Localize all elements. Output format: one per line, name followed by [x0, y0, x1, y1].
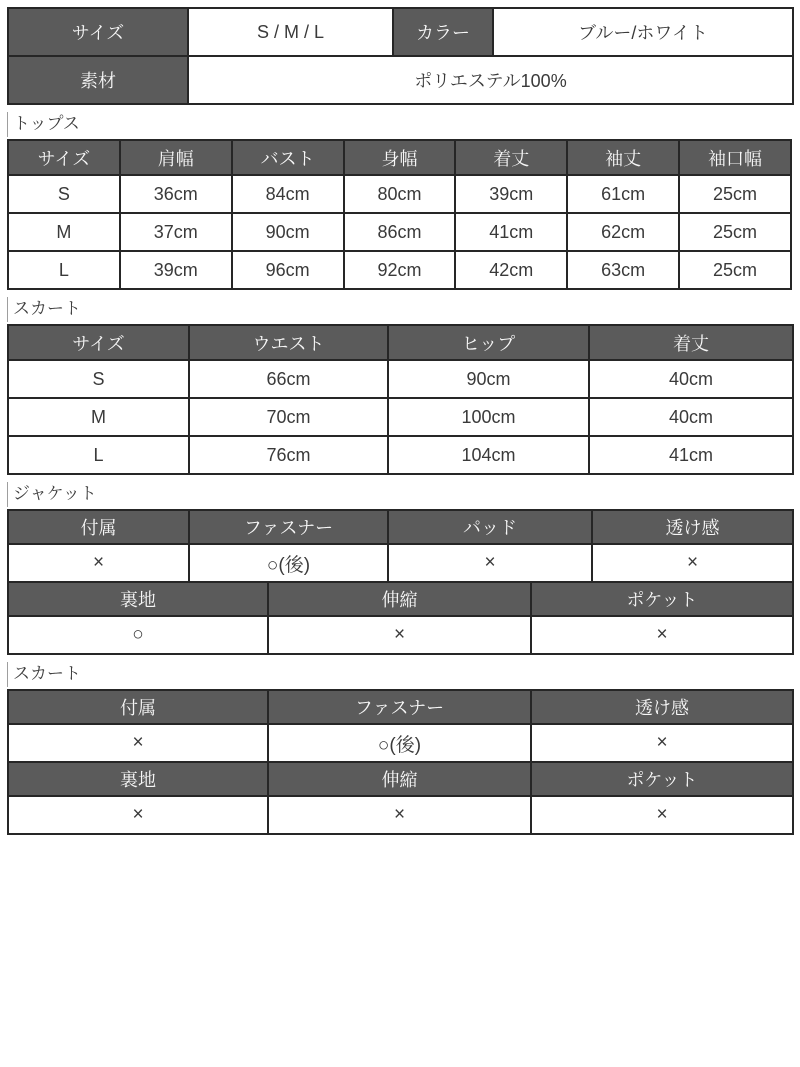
table-cell: ×: [388, 544, 592, 582]
table-cell: ×: [268, 616, 531, 654]
table-header-cell: 袖口幅: [679, 140, 791, 175]
skirt-spec-table-top: [7, 689, 794, 763]
table-row: [8, 436, 793, 474]
table-cell: ×: [592, 544, 793, 582]
table-header-cell: サイズ: [8, 325, 189, 360]
section-label-tops: トップス: [7, 112, 792, 137]
table-cell: 86cm: [344, 213, 456, 251]
table-cell: 90cm: [232, 213, 344, 251]
table-row: [8, 724, 793, 762]
table-header-cell: 裏地: [8, 582, 268, 616]
size-cell: L: [8, 436, 189, 474]
table-cell: ×: [531, 796, 793, 834]
table-row: [8, 398, 793, 436]
tops-measurement-table: [7, 139, 792, 290]
table-header-cell: ウエスト: [189, 325, 388, 360]
table-cell: 41cm: [589, 436, 793, 474]
table-row: [8, 8, 793, 56]
table-cell: ×: [268, 796, 531, 834]
table-cell: 39cm: [455, 175, 567, 213]
size-cell: S: [8, 360, 189, 398]
table-cell: 76cm: [189, 436, 388, 474]
jacket-spec-table-top: [7, 509, 794, 583]
table-row: [8, 251, 791, 289]
table-cell: ×: [531, 724, 793, 762]
table-cell: 40cm: [589, 398, 793, 436]
table-header-cell: パッド: [388, 510, 592, 544]
table-cell: 62cm: [567, 213, 679, 251]
table-row: [8, 796, 793, 834]
table-header-row: [8, 690, 793, 724]
table-cell: ○(後): [268, 724, 531, 762]
product-info-table: [7, 7, 794, 105]
table-row: [8, 56, 793, 104]
table-header-cell: ヒップ: [388, 325, 589, 360]
table-row: [8, 175, 791, 213]
table-cell: ×: [8, 724, 268, 762]
table-header-cell: 着丈: [589, 325, 793, 360]
table-header-row: [8, 582, 793, 616]
table-header-cell: サイズ: [8, 140, 120, 175]
section-label-skirt-spec: スカート: [7, 662, 792, 687]
size-label-cell: サイズ: [8, 8, 188, 56]
table-header-cell: ポケット: [531, 582, 793, 616]
table-header-cell: 付属: [8, 690, 268, 724]
table-header-cell: 伸縮: [268, 582, 531, 616]
table-cell: 41cm: [455, 213, 567, 251]
table-cell: 92cm: [344, 251, 456, 289]
table-cell: 90cm: [388, 360, 589, 398]
table-header-cell: 透け感: [592, 510, 793, 544]
table-header-row: [8, 510, 793, 544]
table-cell: ×: [531, 616, 793, 654]
table-cell: 25cm: [679, 251, 791, 289]
table-header-cell: ファスナー: [189, 510, 388, 544]
table-header-row: [8, 762, 793, 796]
table-cell: 104cm: [388, 436, 589, 474]
table-row: [8, 213, 791, 251]
table-cell: ×: [8, 796, 268, 834]
table-cell: 63cm: [567, 251, 679, 289]
size-cell: M: [8, 213, 120, 251]
table-cell: 100cm: [388, 398, 589, 436]
table-cell: 80cm: [344, 175, 456, 213]
table-header-cell: バスト: [232, 140, 344, 175]
table-cell: ×: [8, 544, 189, 582]
table-header-cell: 身幅: [344, 140, 456, 175]
table-cell: 25cm: [679, 175, 791, 213]
skirt-measurement-table: [7, 324, 794, 475]
table-cell: 66cm: [189, 360, 388, 398]
table-header-cell: 袖丈: [567, 140, 679, 175]
table-header-cell: ファスナー: [268, 690, 531, 724]
table-row: [8, 360, 793, 398]
table-header-cell: 裏地: [8, 762, 268, 796]
jacket-spec-table-bottom: [7, 581, 794, 655]
table-cell: ○(後): [189, 544, 388, 582]
size-cell: L: [8, 251, 120, 289]
table-header-cell: 着丈: [455, 140, 567, 175]
size-cell: M: [8, 398, 189, 436]
table-header-cell: 透け感: [531, 690, 793, 724]
color-value-cell: ブルー/ホワイト: [493, 8, 793, 56]
material-value-cell: ポリエステル100%: [188, 56, 793, 104]
material-label-cell: 素材: [8, 56, 188, 104]
table-cell: 40cm: [589, 360, 793, 398]
table-row: [8, 544, 793, 582]
table-row: [8, 616, 793, 654]
table-cell: 96cm: [232, 251, 344, 289]
table-cell: 42cm: [455, 251, 567, 289]
table-cell: 25cm: [679, 213, 791, 251]
table-cell: 70cm: [189, 398, 388, 436]
section-label-skirt-size: スカート: [7, 297, 792, 322]
table-header-cell: 付属: [8, 510, 189, 544]
table-cell: 39cm: [120, 251, 232, 289]
table-cell: ○: [8, 616, 268, 654]
table-cell: 36cm: [120, 175, 232, 213]
table-header-cell: 肩幅: [120, 140, 232, 175]
table-header-cell: 伸縮: [268, 762, 531, 796]
color-label-cell: カラー: [393, 8, 493, 56]
size-cell: S: [8, 175, 120, 213]
section-label-jacket: ジャケット: [7, 482, 792, 507]
size-value-cell: S / M / L: [188, 8, 393, 56]
table-header-row: [8, 325, 793, 360]
table-cell: 61cm: [567, 175, 679, 213]
table-header-row: [8, 140, 791, 175]
table-cell: 84cm: [232, 175, 344, 213]
table-header-cell: ポケット: [531, 762, 793, 796]
skirt-spec-table-bottom: [7, 761, 794, 835]
table-cell: 37cm: [120, 213, 232, 251]
